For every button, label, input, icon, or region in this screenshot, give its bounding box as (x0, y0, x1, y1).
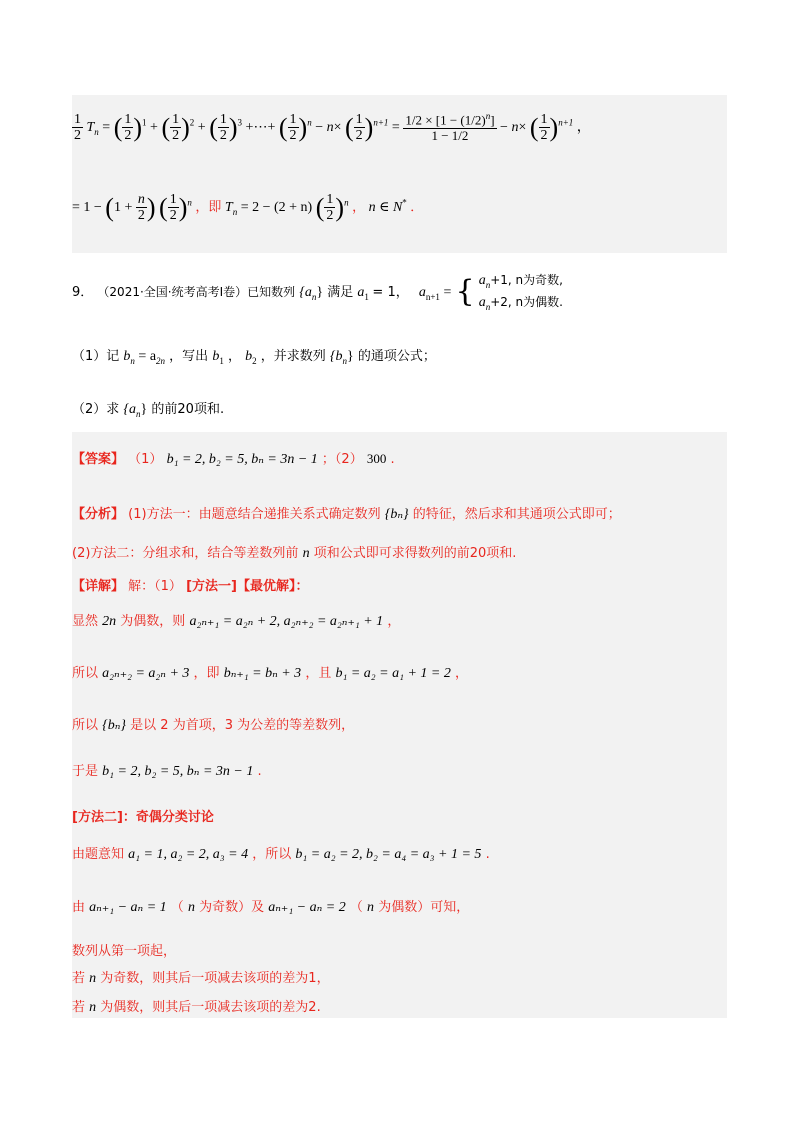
piecewise-brace: { (455, 274, 475, 310)
detail-line-2: 所以 a₂ₙ₊₂ = a₂ₙ + 3 ，即 bₙ₊₁ = bₙ + 3 ，且 b₁ = a₂ = a₁ + 1 = 2 ， (72, 666, 469, 681)
detail-line-5: 由题意知 a₁ = 1, a₂ = 2, a₃ = 4 ，所以 b₁ = a₂ = 2, b₂ = a₄ = a₃ + 1 = 5 . (72, 847, 490, 862)
problem-9-statement: 9． （2021·全国·统考高考Ⅰ卷）已知数列 $\{a_n\}$ 满足 $a_1 = 1$， $a_{n+1}$ = { $a_n+1$, n为奇数, $a_n+2$, n为偶数. (72, 273, 563, 313)
answer-line: 【答案】 （1） b₁ = 2, b₂ = 5, bₙ = 3n − 1 ；（2） 300 . (72, 451, 395, 467)
eq-result-line: = 1 − (1 + $\frac{n}{2}$ ) ( $\frac{1}{2}$ )$^n$ ，即 $T_n = 2 - (2 + n)$ ( $\frac{1}{2}$ )$^n$ ， n ∈ N* ． (72, 192, 424, 224)
detail-line-6: 由 aₙ₊₁ − aₙ = 1 （ n 为奇数）及 aₙ₊₁ − aₙ = 2 （ n 为偶数）可知， (72, 900, 470, 915)
detail-line-9: 若 n 为偶数，则其后一项减去该项的差为2. (72, 1000, 321, 1015)
eq-sum-line: $\frac{1}{2}$ $T_n$ = ( $\frac{1}{2}$ )$^1$ + ( $\frac{1}{2}$ )$^2$ + ( $\frac{1}{2}$ )$^3$ +⋯+ ( $\frac{1}{2}$ )$^n$ − n× ( $\frac{1}{2}$ )$^{n+1}$ = $\frac{1/2 \times [1 - (1/2)^n]}{1 - 1/2}$ − n× ( $\frac{1}{2}$ )$^{n+1}$ ， (74, 111, 591, 144)
detail-line-1: 显然 2n 为偶数，则 a₂ₙ₊₁ = a₂ₙ + 2, a₂ₙ₊₂ = a₂ₙ₊₁ + 1 ， (72, 614, 401, 629)
analysis-line-2: (2)方法二：分组求和，结合等差数列前 n 项和公式即可求得数列的前20项和. (72, 546, 517, 561)
method-2-heading: [方法二]：奇偶分类讨论 (72, 810, 214, 825)
detail-line-3: 所以 {bₙ} 是以 2 为首项，3 为公差的等差数列， (72, 718, 355, 733)
question-1: （1）记 $b_n = a_{2n}$ ，写出 $b_1$ ， $b_2$ ，并求数列 $\{b_n\}$ 的通项公式； (72, 349, 436, 366)
detail-line-7: 数列从第一项起， (72, 944, 177, 959)
detail-line-8: 若 n 为奇数，则其后一项减去该项的差为1， (72, 971, 330, 986)
detail-line-4: 于是 b₁ = 2, b₂ = 5, bₙ = 3n − 1 . (72, 764, 262, 779)
analysis-line-1: 【分析】 (1)方法一：由题意结合递推关系式确定数列 {bₙ} 的特征，然后求和其通项公式即可； (72, 507, 621, 522)
question-2: （2）求 $\{a_n\}$ 的前20项和. (72, 402, 225, 419)
detail-header: 【详解】 解：（1） [方法一]【最优解】： (72, 579, 309, 594)
